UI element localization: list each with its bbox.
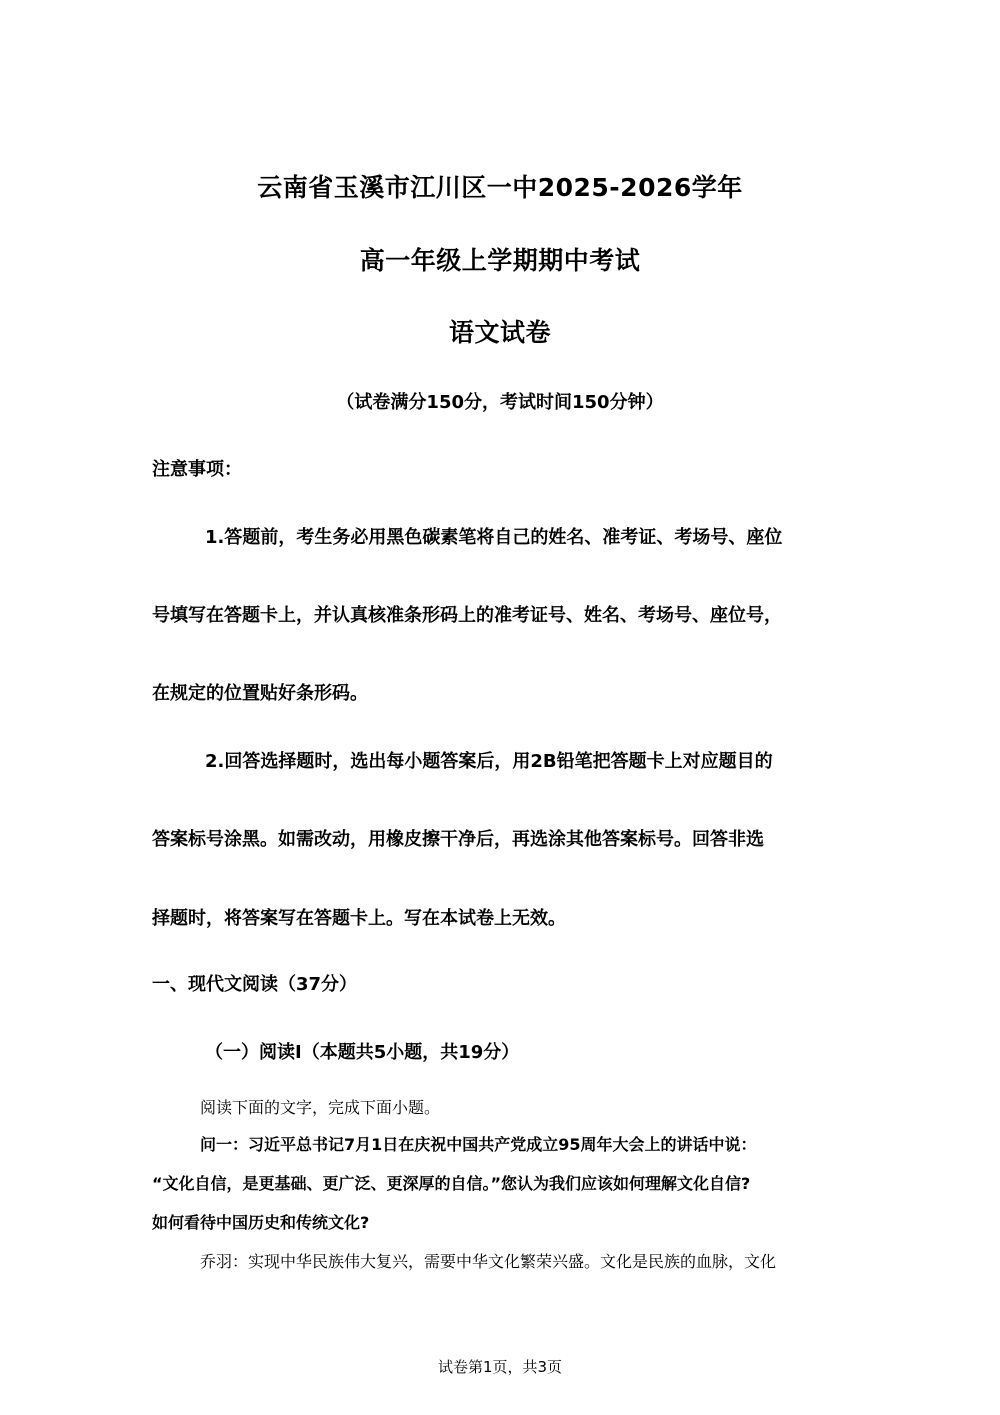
- exam-subtitle: （试卷满分150分，考试时间150分钟）: [336, 392, 664, 413]
- question-line-2: “文化自信，是更基础、更广泛、更深厚的自信。”您认为我们应该如何理解文化自信?: [152, 1174, 751, 1193]
- exam-title-school: 云南省玉溪市江川区一中2025-2026学年: [257, 173, 743, 202]
- sub-section-heading: （一）阅读I（本题共5小题，共19分）: [205, 1042, 520, 1063]
- exam-title-grade: 高一年级上学期期中考试: [359, 246, 641, 275]
- exam-title-subject: 语文试卷: [448, 318, 551, 347]
- question-line-1: 问一：习近平总书记7月1日在庆祝中国共产党成立95周年大会上的讲话中说：: [200, 1135, 757, 1154]
- notice-item-2-line-3: 择题时，将答案写在答题卡上。写在本试卷上无效。: [152, 908, 566, 929]
- notice-item-1-line-1: 1.答题前，考生务必用黑色碳素笔将自己的姓名、准考证、考场号、座位: [205, 527, 783, 548]
- notice-item-2-line-2: 答案标号涂黑。如需改动，用橡皮擦干净后，再选涂其他答案标号。回答非选: [152, 829, 764, 850]
- notice-heading: 注意事项：: [152, 459, 242, 480]
- notice-item-2-line-1: 2.回答选择题时，选出每小题答案后，用2B铅笔把答题卡上对应题目的: [205, 751, 773, 772]
- question-line-3: 如何看待中国历史和传统文化?: [152, 1213, 370, 1232]
- notice-item-1-line-2: 号填写在答题卡上，并认真核准条形码上的准考证号、姓名、考场号、座位号，: [152, 605, 782, 626]
- reading-instruction: 阅读下面的文字，完成下面小题。: [200, 1098, 441, 1117]
- answer-line-1: 乔羽：实现中华民族伟大复兴，需要中华文化繁荣兴盛。文化是民族的血脉，文化: [200, 1252, 777, 1271]
- page-footer: 试卷第1页，共3页: [437, 1358, 563, 1376]
- notice-item-1-line-3: 在规定的位置贴好条形码。: [152, 683, 368, 704]
- section-heading: 一、现代文阅读（37分）: [152, 974, 358, 995]
